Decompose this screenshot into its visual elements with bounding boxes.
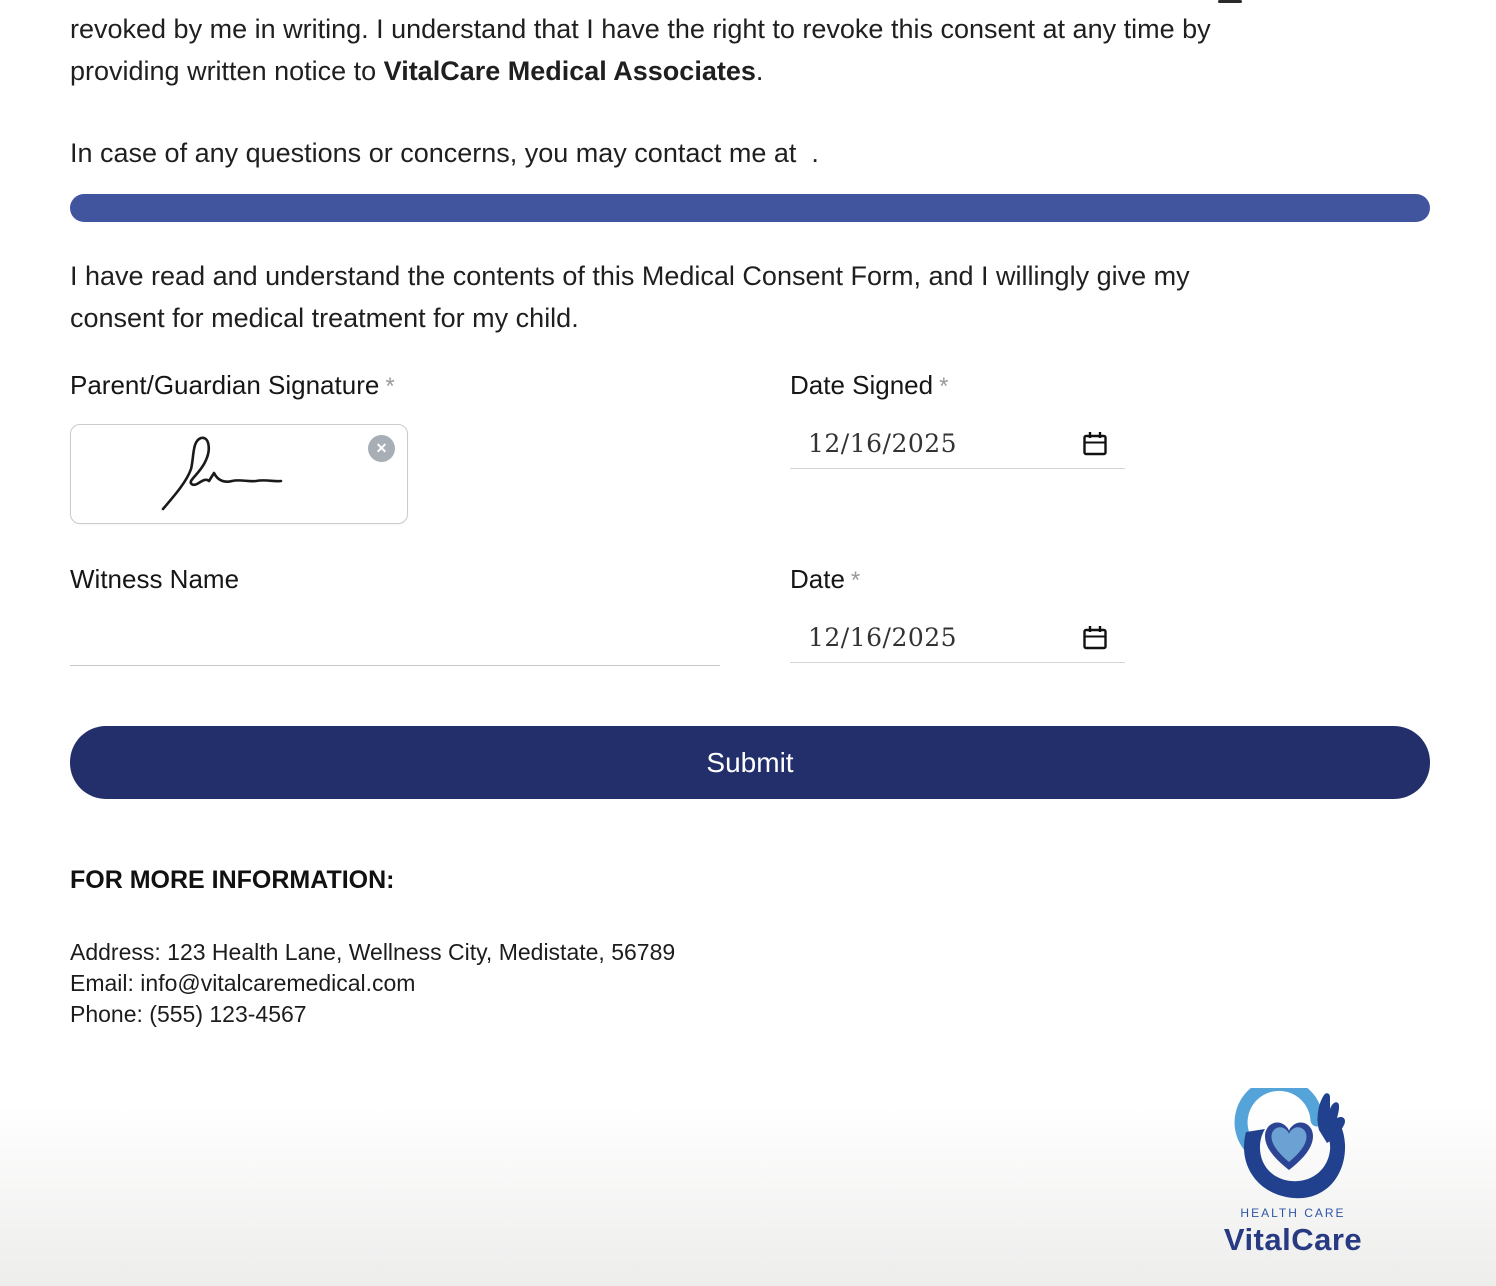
date-value: 12/16/2025: [808, 622, 958, 652]
required-asterisk: *: [939, 373, 949, 400]
clear-signature-button[interactable]: [368, 435, 395, 462]
date-label: Date *: [790, 564, 861, 594]
vitalcare-logo-icon: [1233, 1088, 1353, 1200]
vitalcare-logo: [1198, 1088, 1388, 1258]
date-signed-label: Date Signed *: [790, 370, 949, 400]
submit-button[interactable]: Submit: [70, 726, 1430, 799]
logo-name: VitalCare: [1223, 1222, 1363, 1257]
witness-field-group: [70, 562, 720, 666]
clipped-text-fragment: [1218, 0, 1242, 3]
date-signed-calendar-button[interactable]: [1081, 428, 1109, 458]
date-input[interactable]: [790, 622, 1125, 663]
signature-label: Parent/Guardian Signature *: [70, 370, 395, 400]
calendar-icon: [1081, 428, 1109, 458]
witness-name-label: Witness Name: [70, 564, 240, 594]
email-line: Email: info@vitalcaremedical.com: [70, 970, 416, 996]
address-line: Address: 123 Health Lane, Wellness City, Medistate, 56789: [70, 939, 676, 965]
signature-field-group: [70, 368, 720, 524]
date-signed-field-group: [790, 368, 1125, 524]
date-signed-input[interactable]: [790, 428, 1125, 469]
calendar-icon: [1081, 622, 1109, 652]
more-information-heading: FOR MORE INFORMATION:: [70, 866, 395, 894]
date-field-group: [790, 562, 1125, 666]
date-calendar-button[interactable]: [1081, 622, 1109, 652]
form-row-witness: [70, 562, 1430, 666]
paragraph-line: providing written notice to VitalCare Medical Associates.: [70, 56, 764, 86]
paragraph-line: revoked by me in writing. I understand that I have the right to revoke this consent at any time by: [70, 14, 1211, 44]
signature-pad[interactable]: [70, 424, 408, 524]
witness-name-input[interactable]: [70, 626, 720, 666]
signature-stroke: [141, 433, 341, 517]
close-icon: ✕: [375, 440, 388, 456]
phone-line: Phone: (555) 123-4567: [70, 1001, 307, 1027]
practice-name: VitalCare Medical Associates: [383, 56, 756, 86]
logo-tagline: HEALTH CARE: [1240, 1206, 1346, 1220]
required-asterisk: *: [385, 373, 395, 400]
date-signed-value: 12/16/2025: [808, 428, 958, 458]
contact-info-block: [70, 937, 1430, 1030]
form-row-signature: [70, 368, 1430, 524]
revocation-paragraph: [70, 8, 1430, 92]
contact-paragraph: In case of any questions or concerns, you may contact me at .: [70, 138, 819, 168]
required-asterisk: *: [850, 567, 861, 594]
acknowledgement-paragraph: I have read and understand the contents of this Medical Consent Form, and I willingly give my consent for medical treatment for my child.: [70, 261, 1190, 333]
section-divider-bar: [70, 194, 1430, 222]
